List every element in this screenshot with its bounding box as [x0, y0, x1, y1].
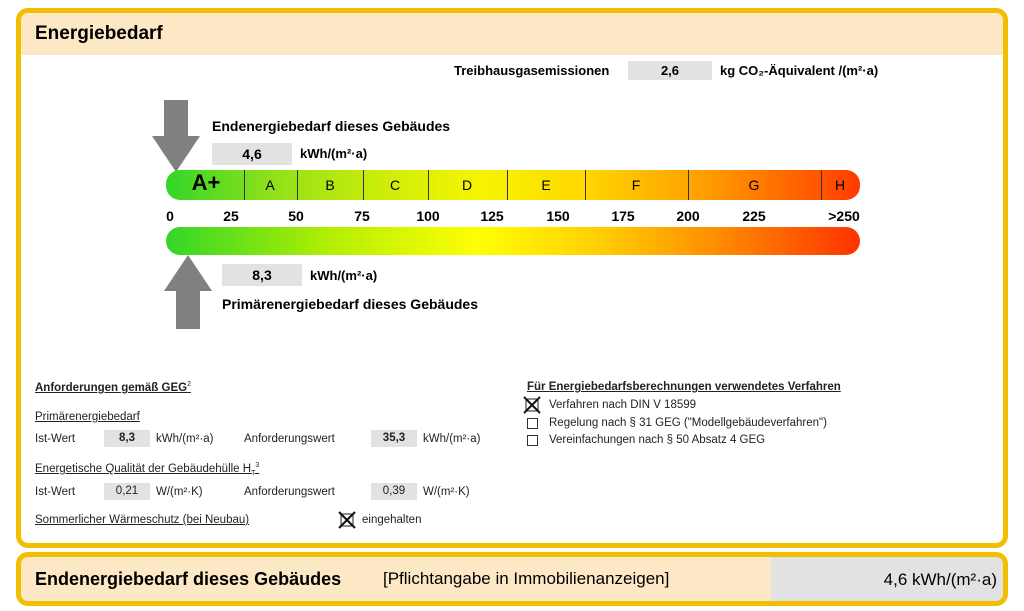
primary-energy-unit: kWh/(m²·a) — [310, 268, 378, 283]
section-title: Energiebedarf — [35, 23, 163, 44]
envelope-ist-label: Ist-Wert — [35, 486, 76, 498]
emissions-label: Treibhausgasemissionen — [454, 63, 610, 78]
primary-ist-value: 8,3 — [104, 430, 150, 447]
energy-scale-bar — [166, 170, 860, 200]
summer-checked-checkbox[interactable] — [338, 511, 356, 529]
end-energy-label: Endenergiebedarf dieses Gebäudes — [212, 118, 451, 134]
summer-status: eingehalten — [362, 514, 422, 526]
class-label: F — [631, 177, 641, 193]
section-header — [21, 13, 1003, 55]
footer-box — [16, 552, 1008, 606]
class-label: A+ — [191, 170, 221, 195]
scale-tick: 0 — [166, 208, 174, 224]
end-energy-arrow-icon — [152, 100, 200, 172]
emissions-unit: kg CO₂-Äquivalent /(m²·a) — [720, 63, 879, 78]
class-label: B — [325, 177, 335, 193]
summer-protection-label: Sommerlicher Wärmeschutz (bei Neubau) — [35, 514, 250, 526]
primary-energy-label: Primärenergiebedarf dieses Gebäudes — [222, 296, 478, 312]
method-title: Für Energiebedarfsberechnungen verwendetes Verfahren — [527, 381, 841, 393]
class-label: C — [389, 177, 401, 193]
scale-tick: 75 — [354, 208, 370, 224]
method-checkbox[interactable] — [527, 435, 538, 446]
envelope-ist-unit: W/(m²·K) — [156, 486, 203, 498]
footer-value: 4,6 kWh/(m²·a) — [771, 557, 1008, 601]
emissions-value: 2,6 — [628, 61, 712, 80]
scale-tick: 25 — [223, 208, 239, 224]
primary-req-title: Primärenergiebedarf — [35, 411, 140, 423]
method-option: Regelung nach § 31 GEG ("Modellgebäudeverfahren") — [549, 417, 827, 429]
envelope-sup: 3 — [255, 462, 260, 469]
primary-ist-label: Ist-Wert — [35, 433, 76, 445]
class-label: A — [265, 177, 275, 193]
method-option: Verfahren nach DIN V 18599 — [549, 399, 697, 411]
envelope-req-title — [35, 462, 259, 477]
class-label: H — [834, 177, 846, 193]
class-label: D — [461, 177, 473, 193]
class-label: G — [748, 177, 760, 193]
scale-tick: 225 — [742, 208, 766, 224]
method-checkbox-checked[interactable] — [523, 396, 541, 414]
class-label: E — [541, 177, 551, 193]
requirements-title — [35, 381, 191, 394]
envelope-ist-value: 0,21 — [104, 483, 150, 500]
primary-energy-value: 8,3 — [222, 264, 302, 286]
envelope-sub: T — [251, 470, 256, 478]
end-energy-unit: kWh/(m²·a) — [300, 146, 368, 161]
scale-tick: 125 — [480, 208, 504, 224]
scale-tick: 200 — [676, 208, 700, 224]
scale-tick: >250 — [828, 208, 860, 224]
envelope-req-value: 0,39 — [371, 483, 417, 500]
primary-energy-gradient-bar — [166, 227, 860, 255]
scale-tick: 50 — [288, 208, 304, 224]
method-checkbox[interactable] — [527, 418, 538, 429]
requirements-title-text: Anforderungen gemäß GEG — [35, 381, 188, 394]
scale-tick: 150 — [546, 208, 570, 224]
primary-energy-arrow-icon — [164, 255, 212, 329]
footer-label: Endenergiebedarf dieses Gebäudes — [35, 569, 342, 589]
primary-req-value: 35,3 — [371, 430, 417, 447]
footnote-sup: 2 — [187, 381, 191, 388]
end-energy-value: 4,6 — [212, 143, 292, 165]
envelope-req-label: Anforderungswert — [244, 486, 335, 498]
primary-req-label: Anforderungswert — [244, 433, 335, 445]
footer-note: [Pflichtangabe in Immobilienanzeigen] — [383, 569, 670, 588]
scale-tick: 175 — [611, 208, 635, 224]
envelope-title-text: Energetische Qualität der Gebäudehülle H — [35, 462, 252, 475]
primary-req-unit: kWh/(m²·a) — [423, 433, 481, 445]
scale-tick: 100 — [416, 208, 440, 224]
method-option: Vereinfachungen nach § 50 Absatz 4 GEG — [549, 434, 766, 446]
primary-ist-unit: kWh/(m²·a) — [156, 433, 214, 445]
envelope-req-unit: W/(m²·K) — [423, 486, 470, 498]
